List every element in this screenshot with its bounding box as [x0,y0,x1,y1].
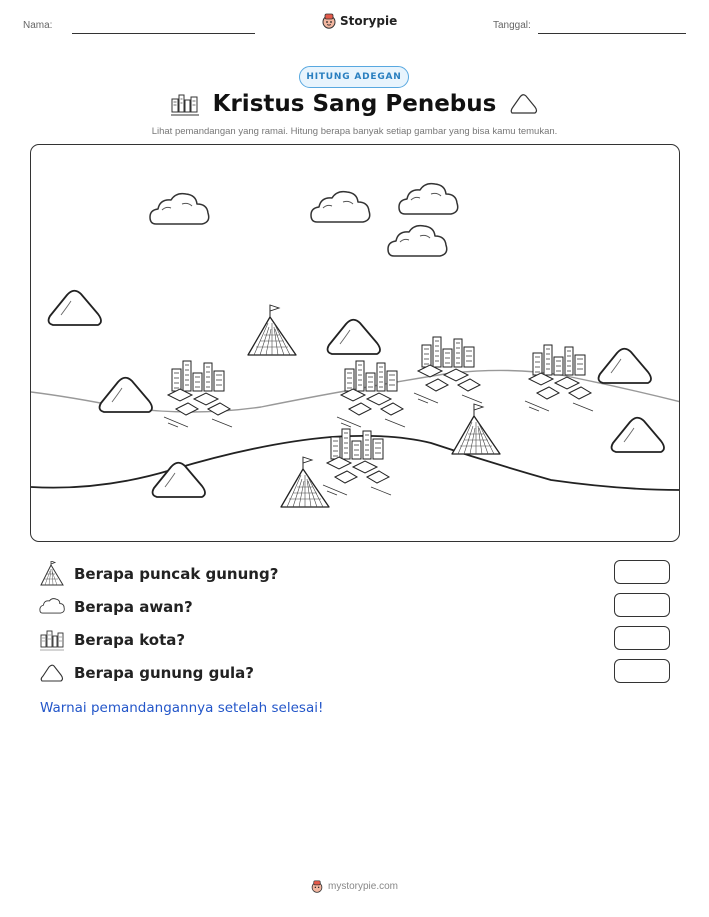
question-row-clouds [38,593,670,621]
city-icon [38,626,66,654]
instructions: Lihat pemandangan yang ramai. Hitung berapa banyak setiap gambar yang bisa kamu temukan. [151,126,558,137]
date-line[interactable] [538,33,686,34]
mascot-icon [322,13,336,29]
question-sugarloaf: Berapa gunung gula? [74,664,254,682]
title-row [0,90,709,118]
date-label: Tanggal: [493,20,531,31]
brand-name: Storypie [340,14,398,28]
question-cities: Berapa kota? [74,631,186,649]
page-title: Kristus Sang Penebus [212,91,497,117]
question-row-peaks [38,560,670,588]
coloring-note: Warnai pemandangannya setelah selesai! [40,700,324,716]
answer-box-cities[interactable] [614,626,670,650]
name-line[interactable] [72,33,255,34]
name-label: Nama: [23,20,53,31]
question-row-sugarloaf [38,659,670,687]
city-icon [169,90,201,118]
search-scene[interactable] [30,144,680,542]
question-peaks: Berapa puncak gunung? [74,565,279,583]
question-clouds: Berapa awan? [74,598,193,616]
question-row-cities [38,626,670,654]
answer-box-peaks[interactable] [614,560,670,584]
sugarloaf-icon [508,91,540,117]
cloud-icon [38,593,66,621]
footer-url[interactable]: mystorypie.com [327,881,398,892]
mascot-icon [311,880,323,893]
sugarloaf-icon [38,659,66,687]
activity-badge: HITUNG ADEGAN [299,66,409,88]
scene-illustration [31,145,680,542]
answer-box-sugarloaf[interactable] [614,659,670,683]
footer [0,880,709,893]
answer-box-clouds[interactable] [614,593,670,617]
mountain-peak-icon [38,560,66,588]
brand-logo [322,13,397,29]
